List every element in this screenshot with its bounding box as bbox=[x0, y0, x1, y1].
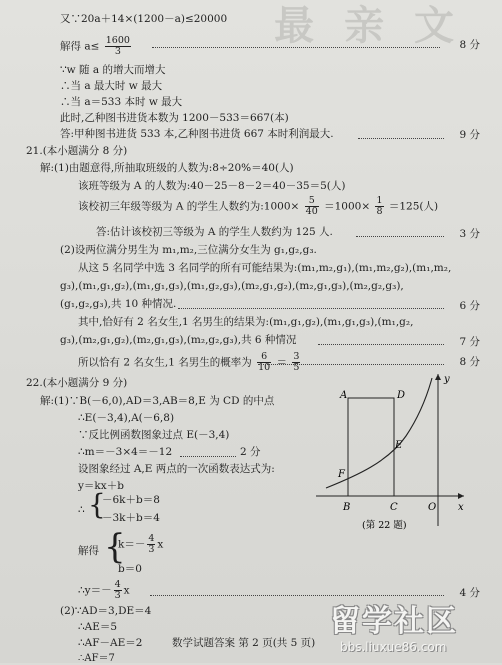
text-line: (2)设两位满分男生为 m₁,m₂,三位满分女生为 g₁,g₂,g₃. bbox=[60, 244, 317, 256]
text-line: (2)∵AD＝3,DE＝4 bbox=[60, 605, 152, 617]
text-line: 设图象经过 A,E 两点的一次函数表达式为: bbox=[78, 463, 275, 475]
numerator: 4 bbox=[114, 579, 121, 590]
numerator: 1600 bbox=[105, 35, 130, 46]
fraction bbox=[114, 580, 122, 601]
numerator: 5 bbox=[305, 196, 319, 207]
denominator: 3 bbox=[148, 544, 155, 555]
text-line: 解得 bbox=[78, 545, 99, 557]
denominator: 40 bbox=[305, 206, 318, 217]
text-line: 解:(1)由题意得,所抽取班级的人数为:8÷20%＝40(人) bbox=[40, 162, 294, 174]
denominator: 5 bbox=[293, 362, 300, 373]
numerator: 6 bbox=[257, 352, 271, 363]
figure-caption: (第 22 题) bbox=[362, 520, 407, 531]
score-mark: 4 分 bbox=[459, 587, 480, 599]
text-fragment: ＝1000× bbox=[324, 200, 371, 213]
question-22-heading: 22.(本小题满分 9 分) bbox=[26, 377, 128, 389]
equation-line: －3k＋b＝4 bbox=[102, 512, 160, 524]
text-line: ∴E(－3,4),A(－6,8) bbox=[78, 412, 175, 424]
equation-line bbox=[118, 534, 163, 555]
text-line: ∴当 a 最大时 w 最大 bbox=[60, 80, 163, 92]
dotted-leader bbox=[318, 343, 444, 345]
text-fragment: ＝125(人) bbox=[388, 200, 439, 213]
label-e: E bbox=[395, 440, 403, 451]
label-x: x bbox=[458, 502, 464, 513]
question-21-heading: 21.(本小题满分 8 分) bbox=[26, 145, 128, 157]
site-watermark-logo bbox=[330, 596, 495, 656]
label-o: O bbox=[428, 502, 437, 513]
text-line: ∴AF＝7 bbox=[78, 653, 115, 664]
denominator: 3 bbox=[114, 590, 121, 601]
text-fragment: 所以恰有 2 名女生,1 名男生的概率为 bbox=[78, 356, 252, 369]
text-fragment: k＝－ bbox=[118, 538, 146, 551]
label-b: B bbox=[343, 502, 351, 513]
score-mark: 7 分 bbox=[459, 336, 480, 348]
left-brace: { bbox=[88, 488, 106, 521]
equation-line: －6k＋b＝8 bbox=[102, 494, 160, 506]
dotted-leader bbox=[358, 137, 444, 139]
text-line: ∵w 随 a 的增大而增大 bbox=[60, 64, 166, 76]
numerator: 1 bbox=[376, 195, 383, 206]
score-mark: 9 分 bbox=[459, 129, 480, 141]
equation-line: b＝0 bbox=[118, 563, 142, 575]
score-mark: 8 分 bbox=[459, 356, 480, 368]
score-mark: 2 分 bbox=[240, 446, 261, 458]
text-fragment: ＝ bbox=[276, 356, 287, 369]
y-axis-arrow-icon bbox=[435, 374, 441, 380]
dotted-leader bbox=[178, 307, 444, 309]
text-fragment: 解得 a≤ bbox=[60, 40, 100, 53]
label-d: D bbox=[397, 390, 406, 401]
fraction bbox=[105, 36, 131, 57]
logo-text: 留学社区 bbox=[330, 604, 458, 639]
score-mark: 6 分 bbox=[459, 300, 480, 312]
score-mark: 8 分 bbox=[459, 39, 480, 51]
logo-url: bbs.liuxue86.com bbox=[340, 640, 447, 654]
score-mark: 3 分 bbox=[459, 228, 480, 240]
text-fragment: 该校初三年级等级为 A 的学生人数约为:1000× bbox=[78, 200, 300, 213]
numerator: 3 bbox=[293, 351, 300, 362]
text-line: (g₁,g₂,g₃),共 10 种情况. bbox=[60, 298, 177, 310]
text-line: g₃),(m₂,g₁,g₂),(m₂,g₁,g₃),(m₂,g₂,g₃),共 6 种情况 bbox=[60, 334, 297, 346]
text-line: 又∵20a＋14×(1200－a)≤20000 bbox=[60, 13, 228, 25]
therefore-symbol: ∴ bbox=[78, 504, 85, 516]
text-line: ∴当 a＝533 本时 w 最大 bbox=[60, 96, 183, 108]
text-line: ∵反比例函数图象过点 E(－3,4) bbox=[78, 429, 230, 441]
figure-22 bbox=[296, 372, 476, 532]
dotted-leader bbox=[180, 455, 236, 457]
fraction bbox=[375, 196, 383, 217]
text-line: 答:甲种图书进货 533 本,乙种图书进货 667 本时利润最大. bbox=[60, 128, 334, 140]
left-brace: { bbox=[104, 527, 126, 567]
text-line: 此时,乙种图书进货本数为 1200－533＝667(本) bbox=[60, 112, 289, 124]
text-fragment: ∴y＝－ bbox=[78, 584, 112, 597]
x-axis-arrow-icon bbox=[458, 493, 464, 499]
fraction bbox=[147, 534, 155, 555]
text-line bbox=[78, 580, 130, 601]
page-footer: 数学试题答案 第 2 页(共 5 页) bbox=[172, 637, 316, 649]
text-line bbox=[78, 196, 438, 217]
text-line: 其中,恰好有 2 名女生,1 名男生的结果为:(m₁,g₁,g₂),(m₁,g₁,g₃),(m₁,g₂, bbox=[78, 316, 414, 328]
text-line: 答:估计该校初三等级为 A 的学生人数约为 125 人. bbox=[96, 226, 333, 238]
label-a: A bbox=[340, 390, 348, 401]
label-c: C bbox=[390, 502, 398, 513]
fraction bbox=[305, 196, 319, 217]
text-line: ∴AE＝5 bbox=[78, 621, 118, 633]
denominator: 3 bbox=[114, 46, 121, 57]
text-line: 从这 5 名同学中选 3 名同学的所有可能结果为:(m₁,m₂,g₁),(m₁,m₂,g₂),(m₁,m₂, bbox=[78, 262, 452, 274]
denominator: 8 bbox=[376, 206, 383, 217]
text-line: y＝kx＋b bbox=[78, 480, 124, 492]
text-line bbox=[60, 36, 133, 57]
label-y: y bbox=[444, 374, 450, 385]
text-line: g₃),(m₁,g₁,g₂),(m₁,g₁,g₃),(m₁,g₂,g₃),(m₂,g₁,g₂),(m₂,g₁,g₃),(m₂,g₂,g₃), bbox=[60, 280, 404, 292]
text-fragment: x bbox=[157, 538, 164, 551]
dotted-leader bbox=[258, 363, 444, 365]
text-line: ∴AF－AE＝2 bbox=[78, 637, 143, 649]
text-fragment: x bbox=[123, 584, 130, 597]
label-f: F bbox=[338, 469, 345, 480]
text-line: 解:(1)∵B(－6,0),AD＝3,AB＝8,E 为 CD 的中点 bbox=[40, 395, 275, 407]
rectangle-abcd bbox=[348, 398, 394, 496]
numerator: 4 bbox=[148, 533, 155, 544]
text-line: 该班等级为 A 的人数为:40－25－8－2＝40－35＝5(人) bbox=[78, 180, 346, 192]
text-line: ∴m＝－3×4＝－12 bbox=[78, 446, 173, 458]
watermark-top: 最 亲 文 bbox=[274, 3, 462, 49]
dotted-leader bbox=[152, 46, 440, 48]
denominator: 10 bbox=[258, 362, 271, 373]
dotted-leader bbox=[356, 235, 444, 237]
